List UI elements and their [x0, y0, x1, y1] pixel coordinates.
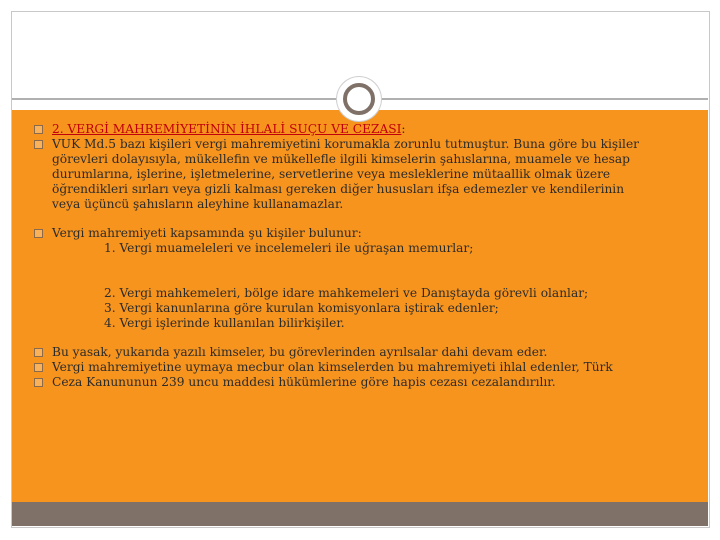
footer-bar: [12, 502, 708, 526]
list-item: [34, 301, 699, 316]
bullet-icon: [34, 229, 43, 238]
violation-text: Vergi mahremiyetine uymaya mecbur olan kimselerden bu mahremiyeti ihlal edenler, Türk: [52, 360, 613, 374]
scope-intro: Vergi mahremiyeti kapsamında şu kişiler bulunur:: [52, 226, 362, 240]
heading-suffix: :: [401, 122, 406, 136]
penalty-text: Ceza Kanununun 239 uncu maddesi hükümlerine göre hapis cezası cezalandırılır.: [52, 375, 556, 389]
bullet-icon: [34, 348, 43, 357]
paragraph-line: veya üçüncü şahısların aleyhine kullanamazlar.: [52, 197, 344, 211]
bullet-icon: [34, 363, 43, 372]
paragraph-ban: [34, 345, 699, 360]
list-item-text: 1. Vergi muameleleri ve incelemeleri ile uğraşan memurlar;: [104, 241, 474, 255]
paragraph-line: VUK Md.5 bazı kişileri vergi mahremiyetini korumakla zorunlu tutmuştur. Buna göre bu kişiler: [52, 137, 639, 151]
bullet-icon: [34, 378, 43, 387]
list-item-text: 2. Vergi mahkemeleri, bölge idare mahkemeleri ve Danıştayda görevli olanlar;: [104, 286, 589, 300]
paragraph-vuk: [34, 137, 699, 212]
paragraph-line: öğrendikleri sırları veya gizli kalması gereken diğer hususları ifşa edemezler ve kendilerinin: [52, 182, 625, 196]
list-item: [34, 286, 699, 301]
paragraph-violation: [34, 360, 699, 375]
paragraph-line: durumlarına, işlerine, işletmelerine, servetlerine veya mesleklerine mütaallik olmak üzere: [52, 167, 611, 181]
slide-body: [34, 122, 699, 390]
list-item-text: 4. Vergi işlerinde kullanılan bilirkişiler.: [104, 316, 345, 330]
paragraph-scope: [34, 226, 699, 241]
paragraph-penalty: [34, 375, 699, 390]
list-item-text: 3. Vergi kanunlarına göre kurulan komisyonlara iştirak edenler;: [104, 301, 499, 315]
list-item: [34, 241, 699, 256]
heading-paragraph: [34, 122, 699, 137]
paragraph-line: görevleri dolayısıyla, mükellefin ve mükellefle ilgili kimselerin şahıslarına, muamele ve hesap: [52, 152, 630, 166]
ban-text: Bu yasak, yukarıda yazılı kimseler, bu görevlerinden ayrılsalar dahi devam eder.: [52, 345, 548, 359]
decorative-ring-icon: [337, 77, 381, 121]
list-item: [34, 316, 699, 331]
bullet-icon: [34, 140, 43, 149]
ring-inner: [343, 83, 375, 115]
bullet-icon: [34, 125, 43, 134]
heading-link[interactable]: 2. VERGİ MAHREMİYETİNİN İHLALİ SUÇU VE CEZASI: [52, 122, 402, 136]
